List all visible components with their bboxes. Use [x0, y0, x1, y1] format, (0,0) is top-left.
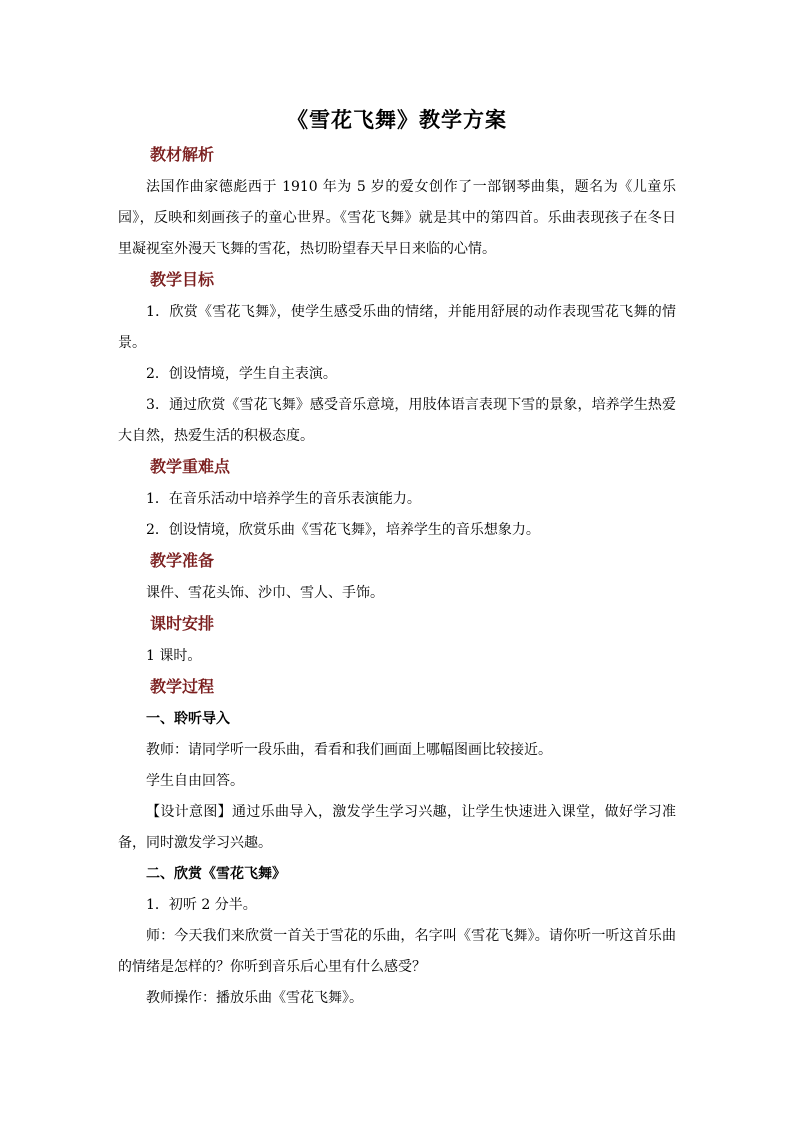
paragraph: 师：今天我们来欣赏一首关于雪花的乐曲，名字叫《雪花飞舞》。请你听一听这首乐曲的情绪是怎样的？你听到音乐后心里有什么感受？: [118, 928, 676, 975]
paragraph: 3．通过欣赏《雪花飞舞》感受音乐意境，用肢体语言表现下雪的景象，培养学生热爱大自然，热爱生活的积极态度。: [118, 397, 676, 444]
paragraph: 1．欣赏《雪花飞舞》，使学生感受乐曲的情绪，并能用舒展的动作表现雪花飞舞的情景。: [118, 304, 676, 351]
section-heading-guocheng: 教学过程: [150, 677, 215, 696]
paragraph: 2．创设情境，学生自主表演。: [146, 366, 337, 382]
section-heading-keshi: 课时安排: [150, 614, 215, 633]
paragraph: 【设计意图】通过乐曲导入，激发学生学习兴趣，让学生快速进入课堂，做好学习准备，同时激发学习兴趣。: [118, 804, 676, 851]
section-heading-zhunbei: 教学准备: [150, 551, 215, 570]
page-title: 《雪花飞舞》教学方案: [287, 107, 507, 132]
paragraph: 课件、雪花头饰、沙巾、雪人、手饰。: [146, 585, 384, 601]
subheading: 一、聆听导入: [146, 711, 230, 727]
subheading: 二、欣赏《雪花飞舞》: [146, 866, 286, 882]
paragraph: 法国作曲家德彪西于 1910 年为 5 岁的爱女创作了一部钢琴曲集，题名为《儿童乐园》，反映和刻画孩子的童心世界。《雪花飞舞》就是其中的第四首。乐曲表现孩子在冬日里凝视室外漫天飞舞的雪花，热切盼望春天早日来临的心情。: [118, 179, 676, 257]
paragraph: 1 课时。: [146, 648, 202, 664]
section-heading-jiaocai: 教材解析: [150, 145, 215, 164]
document-content: [118, 140, 676, 1014]
paragraph: 学生自由回答。: [146, 773, 244, 789]
section-heading-zhongnandian: 教学重难点: [150, 457, 231, 476]
paragraph: 教师：请同学听一段乐曲，看看和我们画面上哪幅图画比较接近。: [146, 742, 552, 758]
paragraph: 1．初听 2 分半。: [146, 897, 257, 913]
paragraph: 2．创设情境，欣赏乐曲《雪花飞舞》，培养学生的音乐想象力。: [146, 522, 540, 538]
paragraph: 教师操作：播放乐曲《雪花飞舞》。: [146, 990, 363, 1006]
paragraph: 1．在音乐活动中培养学生的音乐表演能力。: [146, 491, 421, 507]
section-heading-mubiao: 教学目标: [150, 270, 215, 289]
